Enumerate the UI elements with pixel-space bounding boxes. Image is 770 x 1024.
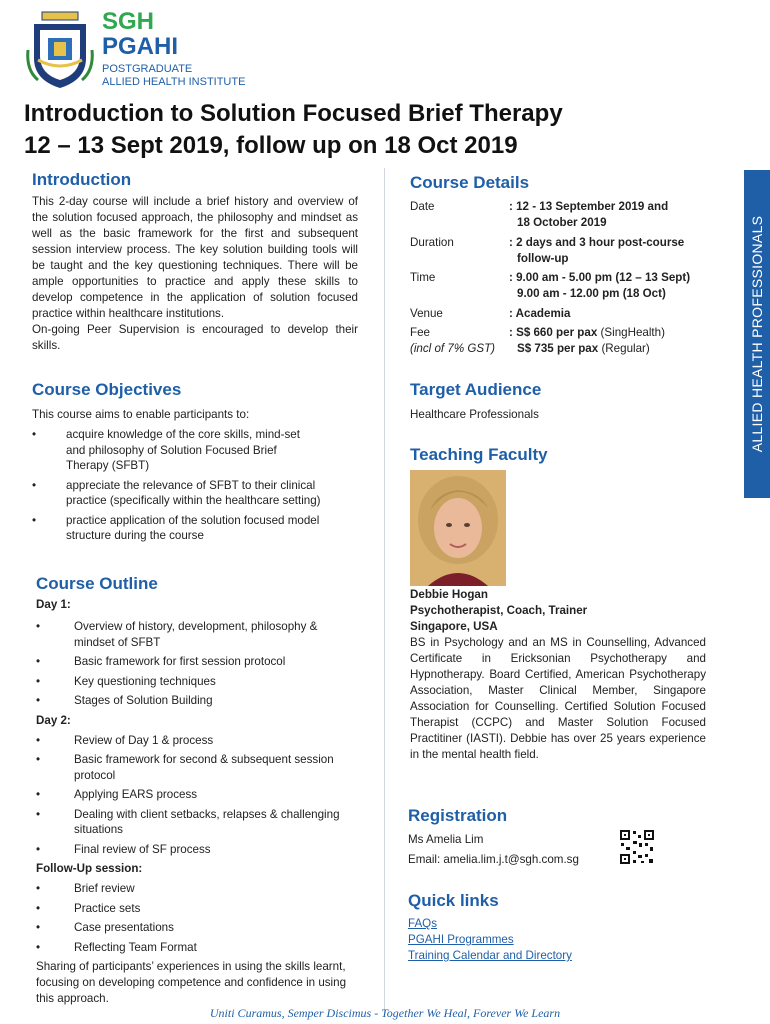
qr-code-icon <box>619 829 655 865</box>
list-item: • Final review of SF process <box>36 842 356 858</box>
registration-heading: Registration <box>408 806 508 825</box>
introduction-paragraph: This 2-day course will include a brief history and overview of the solution focused approach, the philosophy and mindset as well as the basic framework for the first and subsequent session interview process. The key solution building tools will be taught and the key questioning techniques. There will be ample opportunities to practice and apply these skills to develop competence in the application of solution focused practice within healthcare institutions. <box>32 195 358 320</box>
logo-pgahi: PGAHI <box>102 33 179 60</box>
faculty-role: Psychotherapist, Coach, Trainer <box>410 604 588 617</box>
outline-followup-label: Follow-Up session: <box>36 862 143 875</box>
list-item: • Dealing with client setbacks, relapses & challenging situations <box>36 807 356 838</box>
details-fee-value <box>509 325 665 357</box>
list-item: • acquire knowledge of the core skills, mind-set and philosophy of Solution Focused Brief Therapy (SFBT) <box>32 427 322 474</box>
audience-text: Healthcare Professionals <box>410 408 539 421</box>
details-duration-value-2: follow-up <box>517 252 569 265</box>
details-fee-line-1 <box>509 325 665 341</box>
introduction-heading: Introduction <box>32 170 132 189</box>
details-time-label: Time <box>410 271 436 284</box>
details-date-value-2: 18 October 2019 <box>517 216 607 229</box>
outline-followup-list <box>36 881 356 955</box>
faculty-heading: Teaching Faculty <box>410 445 548 464</box>
details-date-value <box>509 199 668 231</box>
faculty-bio: BS in Psychology and an MS in Counselling, Advanced Certificate in Ericksonian Psychotherapy and Hypnotherapy. Board Certified, American Psychotherapy Association, Master Clinical Member, Singapore Association for Counselling. Certified Solution Focused Therapist (CCPC) and Master Solution Focused Practitiner (IASTI). Debbie has over 25 years experience in the mental health field. <box>410 636 706 761</box>
outline-closing: Sharing of participants’ experiences in using the skills learnt, focusing on developing competence and confidence in using this approach. <box>36 960 347 1005</box>
introduction-section <box>32 170 358 354</box>
registration-section <box>408 806 708 868</box>
outline-heading: Course Outline <box>36 574 158 593</box>
fee-regular-note: (Regular) <box>598 342 650 355</box>
objectives-lead: This course aims to enable participants to: <box>32 408 250 421</box>
logo-sgh: SGH <box>102 8 155 35</box>
list-item: • Key questioning techniques <box>36 674 356 690</box>
list-item: • appreciate the relevance of SFBT to their clinical practice (specifically within the healthcare setting) <box>32 478 322 509</box>
registration-contact: Ms Amelia Lim <box>408 833 484 846</box>
list-item: • Basic framework for second & subsequent session protocol <box>36 752 356 783</box>
list-item: • Brief review <box>36 881 356 897</box>
details-date-value-1: : 12 - 13 September 2019 and <box>509 200 669 213</box>
fee-singhealth-note: (SingHealth) <box>597 326 665 339</box>
objectives-section <box>32 380 358 548</box>
outline-day1-list <box>36 619 356 709</box>
objectives-list <box>32 427 322 544</box>
list-item: • Applying EARS process <box>36 787 356 803</box>
link-training-calendar[interactable]: Training Calendar and Directory <box>408 949 572 962</box>
details-time-value-2: 9.00 am - 12.00 pm (18 Oct) <box>517 287 666 300</box>
details-duration-value <box>509 235 684 267</box>
details-fee-line-2 <box>509 341 665 357</box>
list-item: • Overview of history, development, philosophy & mindset of SFBT <box>36 619 356 650</box>
side-banner <box>744 170 770 498</box>
logo-institute: ALLIED HEALTH INSTITUTE <box>102 76 246 88</box>
footer-motto: Uniti Curamus, Semper Discimus - Together We Heal, Forever We Learn <box>209 1006 561 1020</box>
list-item: • Basic framework for first session protocol <box>36 654 356 670</box>
details-duration-value-1: : 2 days and 3 hour post-course <box>509 236 685 249</box>
logo <box>24 10 254 90</box>
list-item: • Practice sets <box>36 901 356 917</box>
details-date-label: Date <box>410 200 435 213</box>
audience-heading: Target Audience <box>410 380 542 399</box>
title-line-2: 12 – 13 Sept 2019, follow up on 18 Oct 2019 <box>24 132 518 159</box>
outline-day2-list <box>36 733 356 858</box>
quick-links-section <box>408 891 708 965</box>
faculty-photo <box>410 470 506 586</box>
crest-icon <box>24 10 96 90</box>
details-fee-label-1: Fee <box>410 326 430 339</box>
faculty-location: Singapore, USA <box>410 620 498 633</box>
link-pgahi-programmes[interactable]: PGAHI Programmes <box>408 933 514 946</box>
outline-day1-label: Day 1: <box>36 598 71 611</box>
list-item: • Case presentations <box>36 920 356 936</box>
list-item: • Stages of Solution Building <box>36 693 356 709</box>
details-section <box>410 173 730 193</box>
side-banner-text: ALLIED HEALTH PROFESSIONALS <box>749 215 765 453</box>
details-venue-value: : Academia <box>509 307 571 320</box>
qr-code[interactable] <box>619 829 655 865</box>
details-time-value <box>509 270 690 302</box>
details-fee-label-2: (incl of 7% GST) <box>410 342 496 355</box>
page-title <box>24 98 684 162</box>
fee-singhealth-amount: : S$ 660 per pax <box>509 326 598 339</box>
outline-section <box>36 574 356 1007</box>
title-line-1: Introduction to Solution Focused Brief Therapy <box>24 100 563 127</box>
link-faqs[interactable]: FAQs <box>408 917 437 930</box>
details-venue-label: Venue <box>410 307 443 320</box>
details-duration-label: Duration <box>410 236 454 249</box>
list-item: • practice application of the solution focused model structure during the course <box>32 513 322 544</box>
details-time-value-1: : 9.00 am - 5.00 pm (12 – 13 Sept) <box>509 271 691 284</box>
logo-postgraduate: POSTGRADUATE <box>102 63 193 75</box>
registration-email[interactable]: Email: amelia.lim.j.t@sgh.com.sg <box>408 853 579 866</box>
quick-links-heading: Quick links <box>408 891 499 910</box>
outline-day2-label: Day 2: <box>36 713 71 727</box>
faculty-info <box>410 587 706 763</box>
details-fee-label <box>410 325 495 357</box>
list-item: • Review of Day 1 & process <box>36 733 356 749</box>
audience-section <box>410 380 730 423</box>
objectives-heading: Course Objectives <box>32 380 182 399</box>
introduction-paragraph-2: On-going Peer Supervision is encouraged to develop their skills. <box>32 323 358 352</box>
fee-regular-amount: S$ 735 per pax <box>517 342 599 355</box>
portrait-image <box>410 470 506 586</box>
column-divider <box>384 168 385 1013</box>
list-item: • Reflecting Team Format <box>36 940 356 956</box>
details-heading: Course Details <box>410 173 530 192</box>
faculty-name: Debbie Hogan <box>410 588 488 601</box>
